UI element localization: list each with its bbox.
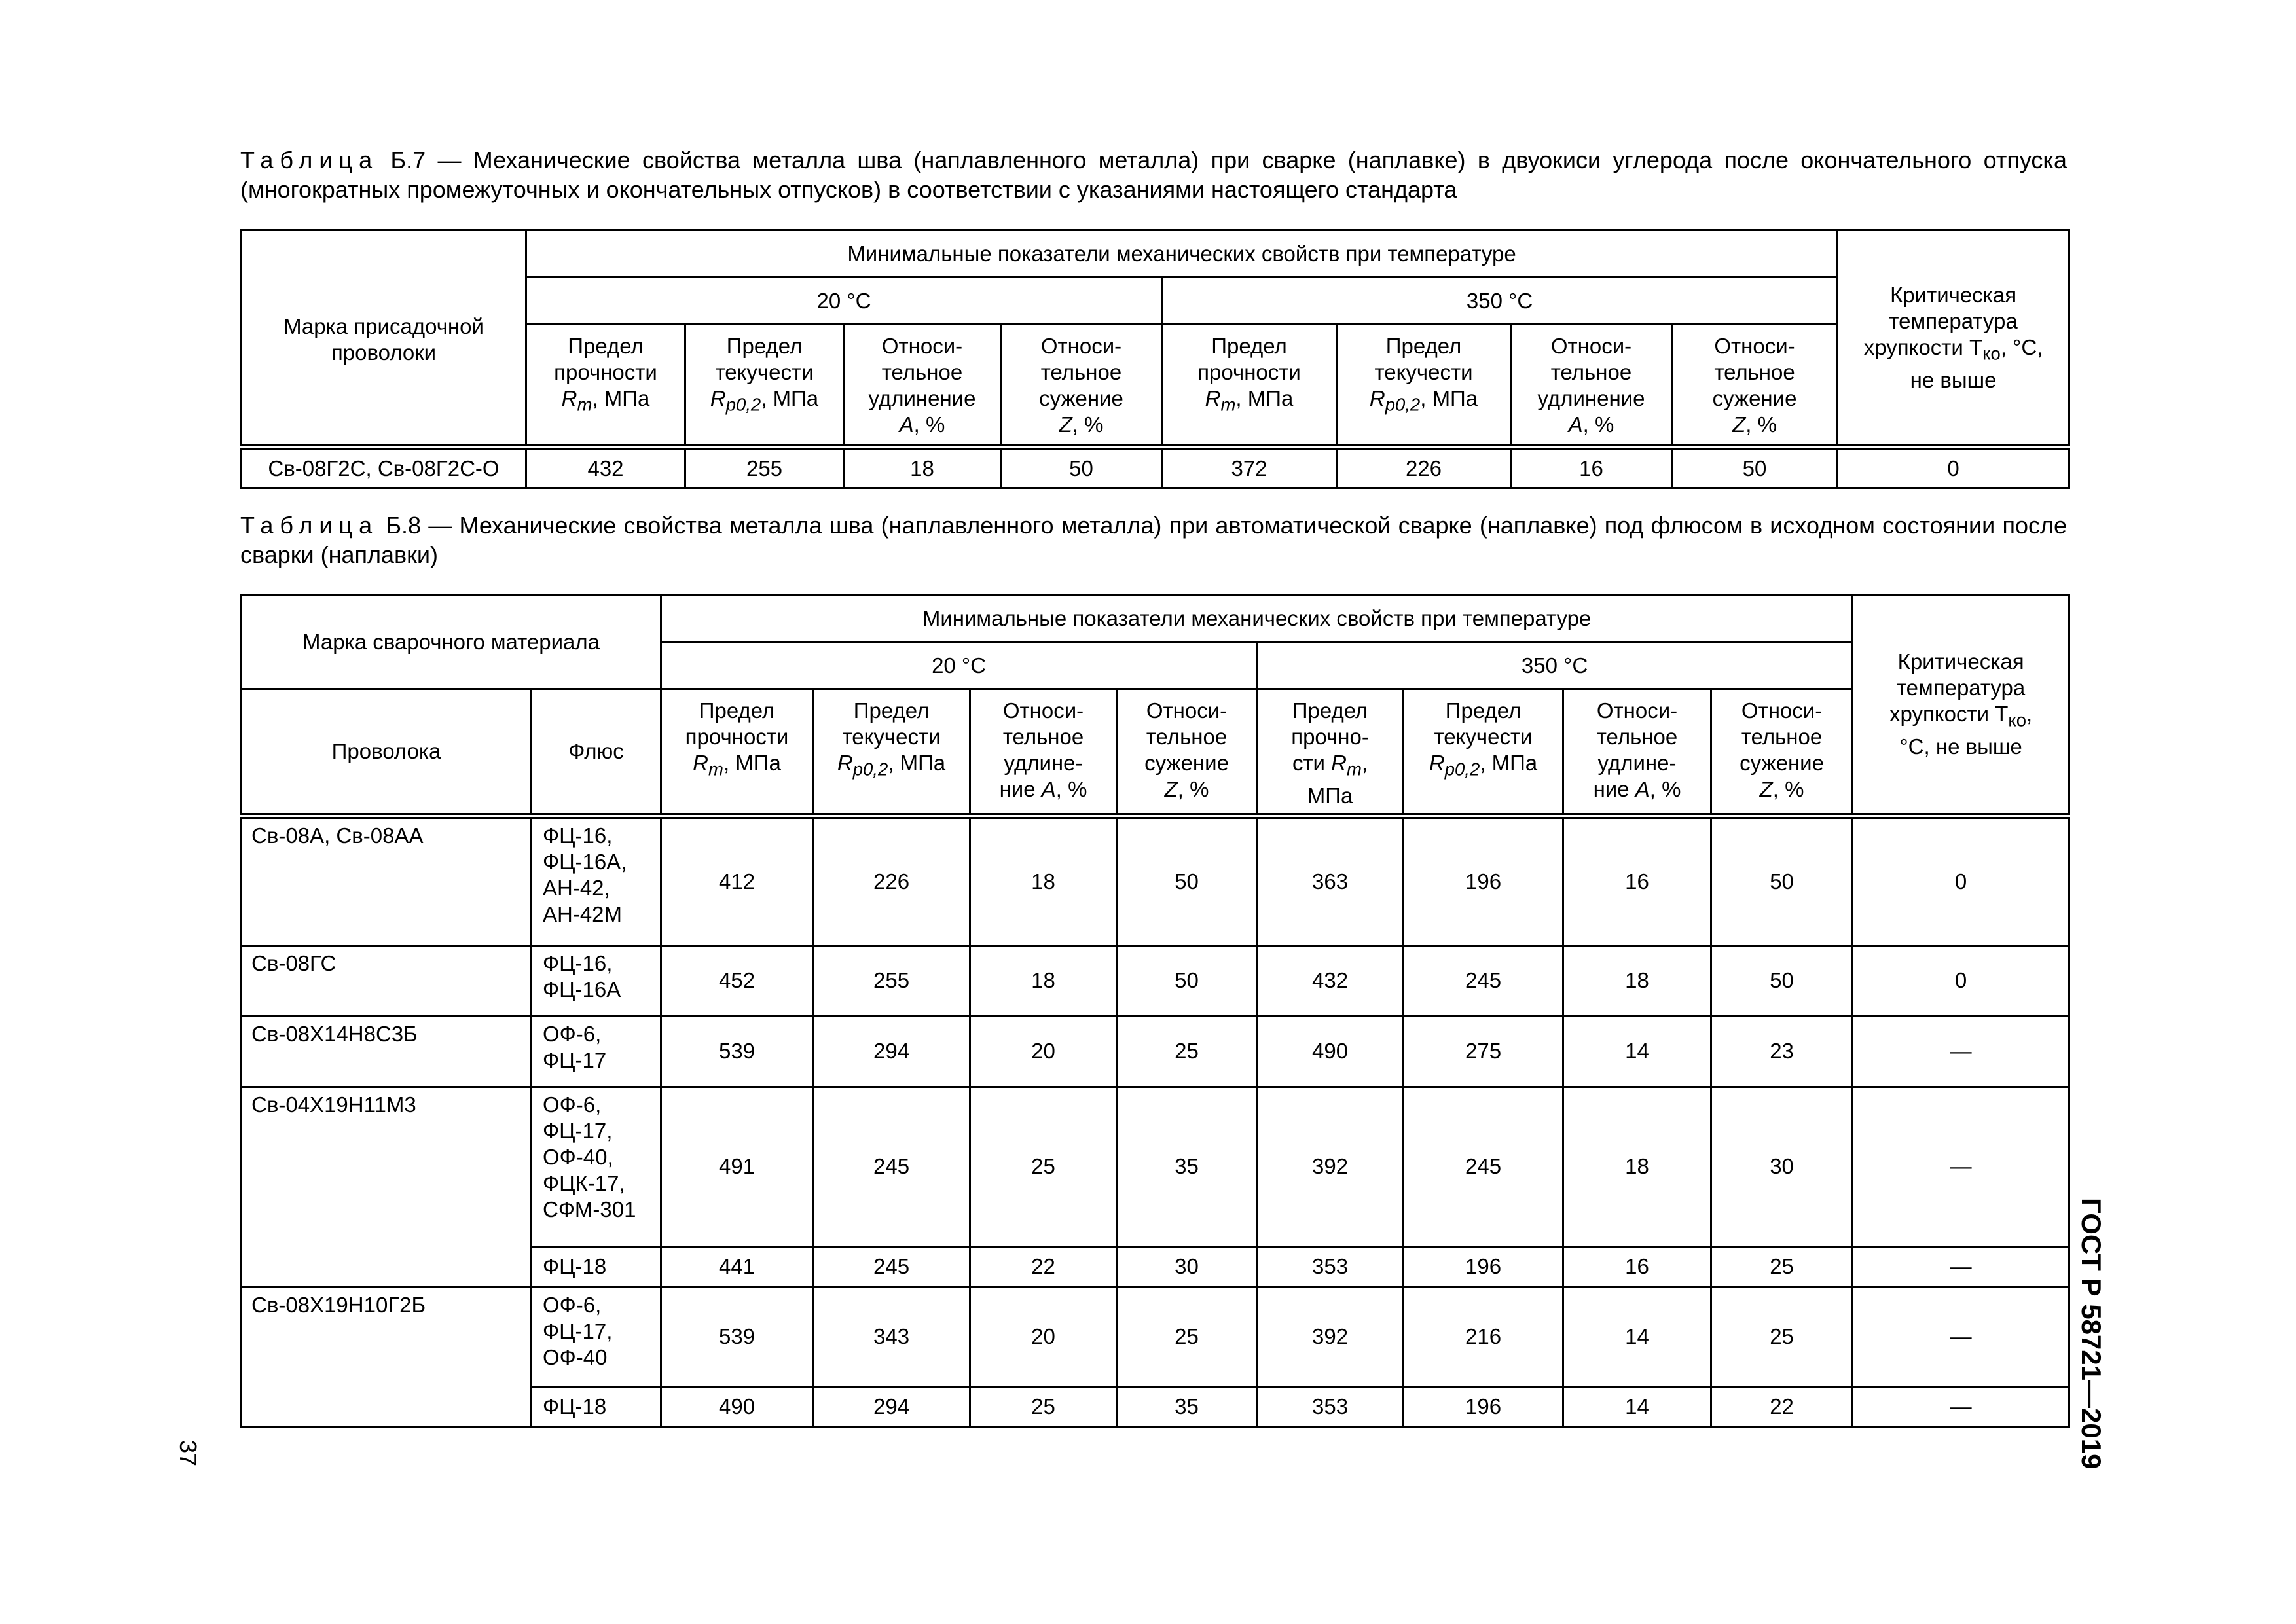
cell-value: 196 <box>1404 1386 1563 1427</box>
header-narrowing-350: Относи- тельное сужение Z, % <box>1672 325 1838 448</box>
header-tensile-20: Предел прочности $R_m$, МПа <box>526 325 685 448</box>
table-b7-caption <box>240 145 2067 204</box>
cell-value: 245 <box>813 1246 970 1287</box>
header-temp-350: 350 °С <box>1162 278 1838 325</box>
header-tensile-350: Предел прочно- сти $R_m$, МПа <box>1257 689 1404 816</box>
row-wire: Св-08Х14Н8С3Б <box>242 1016 532 1087</box>
cell-value: 50 <box>1117 945 1257 1016</box>
row-wire: Св-08А, Св-08АА <box>242 816 532 945</box>
row-flux: ОФ-6, ФЦ-17, ОФ-40, ФЦК-17, СФМ-301 <box>532 1087 661 1246</box>
cell-value: 245 <box>1404 1087 1563 1246</box>
standard-designation: ГОСТ Р 58721—2019 <box>2076 1198 2107 1470</box>
row-wire: Св-04Х19Н11М3 <box>242 1087 532 1287</box>
header-wire-mark: Марка присадочной проволоки <box>242 230 526 448</box>
header-elongation-350: Относи- тельное удлине- ние A, % <box>1563 689 1711 816</box>
cell-value: 294 <box>813 1016 970 1087</box>
header-wire: Проволока <box>242 689 532 816</box>
cell-value: 16 <box>1563 1246 1711 1287</box>
cell-value: 0 <box>1853 945 2069 1016</box>
cell-value: 25 <box>970 1087 1117 1246</box>
cell-value: 50 <box>1711 816 1853 945</box>
cell-value: — <box>1853 1386 2069 1427</box>
caption-text: Б.7 — Механические свойства металла шва (наплавленного металла) при сварке (наплавке) в двуокиси углерода после окончательного отпуска (многократных промежуточных и окончательных отпусков) в соответствии с указаниями настоящего стандарта <box>240 147 2067 203</box>
cell-value: 23 <box>1711 1016 1853 1087</box>
table-b8 <box>240 594 2070 1428</box>
header-yield-20: Предел текучести $R_{p0,2}$, МПа <box>813 689 970 816</box>
cell-value: 432 <box>1257 945 1404 1016</box>
table-b7 <box>240 229 2070 489</box>
header-tensile-350: Предел прочности $R_m$, МПа <box>1162 325 1337 448</box>
cell-value: 245 <box>813 1087 970 1246</box>
header-min-props: Минимальные показатели механических свойств при температуре <box>661 595 1853 642</box>
cell-value: 35 <box>1117 1386 1257 1427</box>
cell-value: 353 <box>1257 1246 1404 1287</box>
cell-value: 275 <box>1404 1016 1563 1087</box>
cell-value: 50 <box>1001 448 1162 488</box>
cell-value: 343 <box>813 1287 970 1386</box>
cell-value: 245 <box>1404 945 1563 1016</box>
row-flux: ФЦ-16, ФЦ-16А, АН-42, АН-42М <box>532 816 661 945</box>
cell-value: 216 <box>1404 1287 1563 1386</box>
cell-value: 30 <box>1711 1087 1853 1246</box>
header-narrowing-350: Относи- тельное сужение Z, % <box>1711 689 1853 816</box>
header-elongation-20: Относи- тельное удлинение A, % <box>844 325 1001 448</box>
cell-value: 255 <box>685 448 844 488</box>
cell-value: 491 <box>661 1087 813 1246</box>
cell-value: — <box>1853 1287 2069 1386</box>
table-row <box>242 1287 2069 1386</box>
cell-value: 412 <box>661 816 813 945</box>
header-temp-20: 20 °С <box>661 642 1257 689</box>
cell-value: 490 <box>1257 1016 1404 1087</box>
table-row <box>242 816 2069 945</box>
cell-value: 539 <box>661 1287 813 1386</box>
header-yield-20: Предел текучести $R_{p0,2}$, МПа <box>685 325 844 448</box>
cell-value: 16 <box>1511 448 1672 488</box>
row-flux: ФЦ-18 <box>532 1386 661 1427</box>
caption-text: Б.8 — Механические свойства металла шва (наплавленного металла) при автоматической сварке (наплавке) под флюсом в исходном состоянии после сварки (наплавки) <box>240 512 2067 568</box>
cell-value: 35 <box>1117 1087 1257 1246</box>
header-flux: Флюс <box>532 689 661 816</box>
cell-value: 18 <box>970 816 1117 945</box>
cell-value: 25 <box>1117 1016 1257 1087</box>
cell-value: 0 <box>1838 448 2069 488</box>
cell-value: 25 <box>1711 1246 1853 1287</box>
cell-value: 539 <box>661 1016 813 1087</box>
cell-value: 196 <box>1404 816 1563 945</box>
cell-value: 50 <box>1711 945 1853 1016</box>
row-wire: Св-08ГС <box>242 945 532 1016</box>
cell-value: 392 <box>1257 1087 1404 1246</box>
cell-value: 14 <box>1563 1016 1711 1087</box>
cell-value: 226 <box>1337 448 1511 488</box>
header-elongation-20: Относи- тельное удлине- ние A, % <box>970 689 1117 816</box>
header-narrowing-20: Относи- тельное сужение Z, % <box>1001 325 1162 448</box>
cell-value: 255 <box>813 945 970 1016</box>
cell-value: 25 <box>970 1386 1117 1427</box>
cell-value: 392 <box>1257 1287 1404 1386</box>
table-row <box>242 1016 2069 1087</box>
cell-value: 16 <box>1563 816 1711 945</box>
cell-value: 196 <box>1404 1246 1563 1287</box>
cell-value: 353 <box>1257 1386 1404 1427</box>
cell-value: 14 <box>1563 1287 1711 1386</box>
cell-value: 25 <box>1117 1287 1257 1386</box>
cell-value: 14 <box>1563 1386 1711 1427</box>
cell-value: 22 <box>970 1246 1117 1287</box>
row-wire-mark: Св-08Г2С, Св-08Г2С-О <box>242 448 526 488</box>
table-b8-caption <box>240 511 2067 569</box>
header-temp-350: 350 °С <box>1257 642 1853 689</box>
cell-value: 441 <box>661 1246 813 1287</box>
cell-value: 372 <box>1162 448 1337 488</box>
cell-value: 50 <box>1117 816 1257 945</box>
cell-value: 50 <box>1672 448 1838 488</box>
cell-value: 22 <box>1711 1386 1853 1427</box>
header-critical-temp: Критическая температура хрупкости $T_{ко}$, °С, не выше <box>1853 595 2069 816</box>
row-flux: ФЦ-16, ФЦ-16А <box>532 945 661 1016</box>
table-row <box>242 448 2069 488</box>
header-elongation-350: Относи- тельное удлинение A, % <box>1511 325 1672 448</box>
cell-value: 226 <box>813 816 970 945</box>
cell-value: 20 <box>970 1287 1117 1386</box>
header-narrowing-20: Относи- тельное сужение Z, % <box>1117 689 1257 816</box>
row-flux: ОФ-6, ФЦ-17, ОФ-40 <box>532 1287 661 1386</box>
header-critical-temp: Критическая температура хрупкости $T_{ко}$, °С, не выше <box>1838 230 2069 448</box>
cell-value: 18 <box>1563 1087 1711 1246</box>
cell-value: 25 <box>1711 1287 1853 1386</box>
header-temp-20: 20 °С <box>526 278 1162 325</box>
cell-value: 20 <box>970 1016 1117 1087</box>
cell-value: 363 <box>1257 816 1404 945</box>
header-tensile-20: Предел прочности $R_m$, МПа <box>661 689 813 816</box>
caption-label: Таблица <box>240 147 379 173</box>
cell-value: — <box>1853 1246 2069 1287</box>
cell-value: — <box>1853 1016 2069 1087</box>
cell-value: 294 <box>813 1386 970 1427</box>
row-flux: ОФ-6, ФЦ-17 <box>532 1016 661 1087</box>
page-number: 37 <box>175 1440 202 1467</box>
cell-value: 18 <box>844 448 1001 488</box>
header-yield-350: Предел текучести $R_{p0,2}$, МПа <box>1404 689 1563 816</box>
row-wire: Св-08Х19Н10Г2Б <box>242 1287 532 1427</box>
cell-value: 0 <box>1853 816 2069 945</box>
header-min-props: Минимальные показатели механических свойств при температуре <box>526 230 1838 278</box>
table-row <box>242 945 2069 1016</box>
header-yield-350: Предел текучести $R_{p0,2}$, МПа <box>1337 325 1511 448</box>
cell-value: 30 <box>1117 1246 1257 1287</box>
row-flux: ФЦ-18 <box>532 1246 661 1287</box>
caption-label: Таблица <box>240 512 379 539</box>
cell-value: 18 <box>1563 945 1711 1016</box>
header-material: Марка сварочного материала <box>242 595 661 689</box>
cell-value: 18 <box>970 945 1117 1016</box>
cell-value: 452 <box>661 945 813 1016</box>
cell-value: 432 <box>526 448 685 488</box>
cell-value: 490 <box>661 1386 813 1427</box>
table-row <box>242 1087 2069 1246</box>
cell-value: — <box>1853 1087 2069 1246</box>
